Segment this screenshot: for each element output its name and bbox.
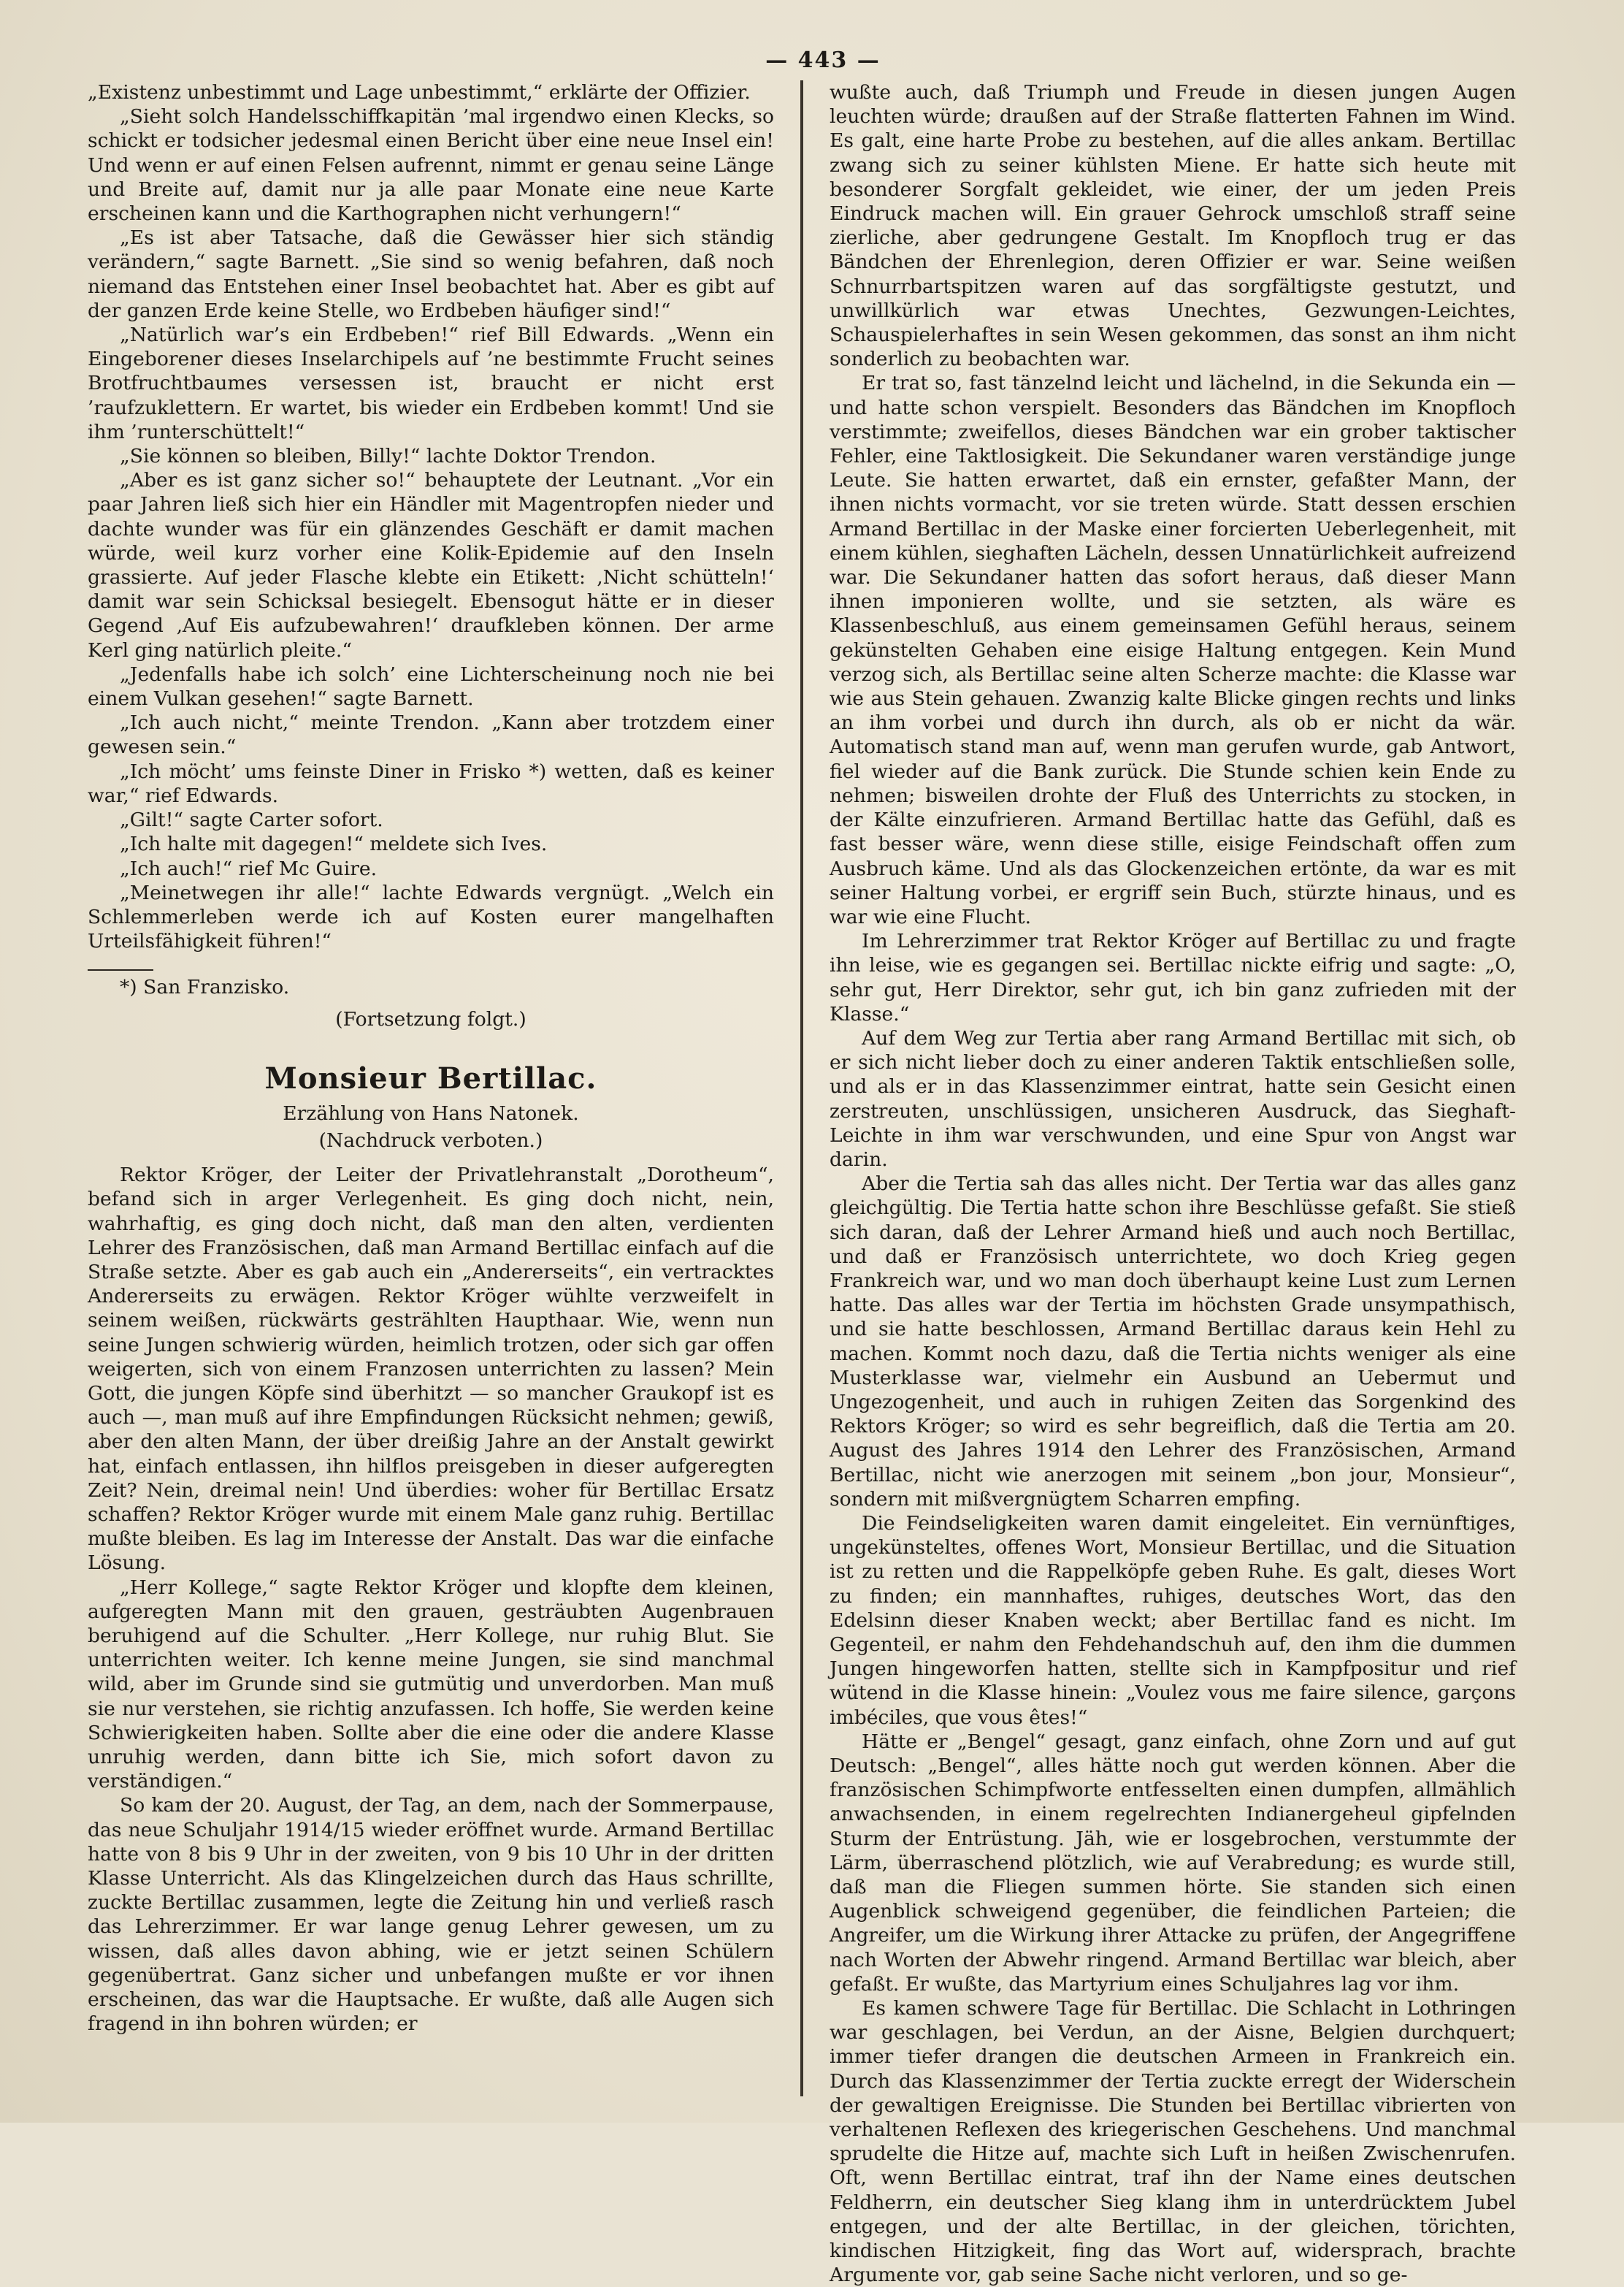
- right-paragraph: Er trat so, fast tänzelnd leicht und lächelnd, in die Sekunda ein — und hatte schon verspielt. Besonders das Bändchen im Knopfloch verstimmte; zweifellos, dieses Bändchen war ein grober taktischer Fehler, eine Taktlosigkeit. Die Sekundaner waren verständige junge Leute. Sie hatten erwartet, daß ein ernster, gefaßter Mann, der ihnen nichts vormacht, vor sie treten würde. Statt dessen erschien Armand Bertillac in der Maske einer forcierten Ueberlegenheit, mit einem kühlen, sieghaften Lächeln, dessen Unnatürlichkeit aufreizend war. Die Sekundaner hatten das sofort heraus, daß dieser Mann ihnen imponieren wollte, und sie setzten, als wäre es Klassenbeschluß, aus einem gemeinsamen Gefühl heraus, seinem gekünstelten Gehaben eine eisige Haltung entgegen. Kein Mund verzog sich, als Bertillac seine alten Scherze machte: die Klasse war wie aus Stein gehauen. Zwanzig kalte Blicke gingen rechts und links an ihm vorbei und durch ihn durch, als ob er nicht da wär. Automatisch stand man auf, wenn man gerufen wurde, gab Antwort, fiel wieder auf die Bank zurück. Die Stunde schien kein Ende zu nehmen; bisweilen drohte der Fluß des Unterrichts zu stocken, in der Kälte einzufrieren. Armand Bertillac hatte das Gefühl, daß es fast besser wäre, wenn diese stille, eisige Feindschaft offen zum Ausbruch käme. Und als das Glockenzeichen ertönte, da war es mit seiner Haltung vorbei, er ergriff sein Buch, stürzte hinaus, und es war wie eine Flucht.: [830, 372, 1516, 928]
- story-paragraph: „Herr Kollege,“ sagte Rektor Kröger und klopfte dem kleinen, aufgeregten Mann mit den grauen, gesträubten Augenbrauen beruhigend auf die Schulter. „Herr Kollege, nur ruhig Blut. Sie unterrichten weiter. Ich kenne meine Jungen, sie sind manchmal wild, aber im Grunde sind sie gutmütig und unverdorben. Man muß sie nur verstehen, sie richtig anzufassen. Ich hoffe, Sie werden keine Schwierigkeiten haben. Sollte aber die eine oder die andere Klasse unruhig werden, dann bitte ich Sie, mich sofort davon zu verständigen.“: [88, 1576, 774, 1793]
- right-paragraph: Hätte er „Bengel“ gesagt, ganz einfach, ohne Zorn und auf gut Deutsch: „Bengel“, alles hätte noch gut werden können. Aber die französischen Schimpfworte entfesselten einen dumpfen, allmählich anwachsenden, in einem regelrechten Indianergeheul gipfelnden Sturm der Entrüstung. Jäh, wie er losgebrochen, verstummte der Lärm, überraschend plötzlich, wie auf Verabredung; es wurde still, daß man die Fliegen summen hörte. Sie standen sich einen Augenblick schweigend gegenüber, die feindlichen Parteien; die Angreifer, um die Wirkung ihrer Attacke zu prüfen, der Angegriffene nach Worten der Abwehr ringend. Armand Bertillac war bleich, aber gefaßt. Er wußte, das Martyrium eines Schuljahres lag vor ihm.: [830, 1730, 1516, 1996]
- left-paragraph: „Jedenfalls habe ich solch’ eine Lichterscheinung noch nie bei einem Vulkan gesehen!“ sagte Barnett.: [88, 663, 774, 711]
- footnote-divider: [88, 969, 153, 971]
- continued-notice: (Fortsetzung folgt.): [335, 1007, 526, 1031]
- left-paragraph: „Ich auch!“ rief Mc Guire.: [120, 857, 378, 880]
- story-paragraph: Rektor Kröger, der Leiter der Privatlehranstalt „Dorotheum“, befand sich in arger Verlegenheit. Es ging doch nicht, nein, wahrhaftig, es ging doch nicht, daß man den alten, verdienten Lehrer des Französischen, daß man Armand Bertillac einfach auf die Straße setzte. Aber es gab auch ein „Andererseits“, ein vertracktes Andererseits zu erwägen. Rektor Kröger wühlte verzweifelt in seinem weißen, rückwärts gestrählten Haupthaar. Wie, wenn nun seine Jungen schwierig würden, heimlich trotzen, oder sich gar offen weigerten, sich von einem Franzosen unterrichten zu lassen? Mein Gott, die jungen Köpfe sind überhitzt — so mancher Graukopf ist es auch —, man muß auf ihre Empfindungen Rücksicht nehmen; gewiß, aber den alten Mann, der über dreißig Jahre an der Anstalt gewirkt hat, einfach entlassen, ihn hilflos preisgeben in dieser aufgeregten Zeit? Nein, dreimal nein! Und überdies: woher für Bertillac Ersatz schaffen? Rektor Kröger wurde mit einem Male ganz ruhig. Bertillac mußte bleiben. Es lag im Interesse der Anstalt. Das war die einfache Lösung.: [88, 1164, 774, 1575]
- left-paragraph: „Ich möcht’ ums feinste Diner in Frisko *) wetten, daß es keiner war,“ rief Edwards.: [88, 760, 774, 807]
- right-column: [808, 80, 1516, 2287]
- left-paragraph: „Ich auch nicht,“ meinte Trendon. „Kann aber trotzdem einer gewesen sein.“: [88, 711, 774, 759]
- right-paragraph: Es kamen schwere Tage für Bertillac. Die Schlacht in Lothringen war geschlagen, bei Verdun, an der Aisne, Belgien durchquert; immer tiefer drangen die deutschen Armeen in Frankreich ein. Durch das Klassenzimmer der Tertia zuckte erregt der Widerschein der gewaltigen Ereignisse. Die Stunden bei Bertillac vibrierten von verhaltenen Reflexen des kriegerischen Geschehens. Und manchmal sprudelte die Hitze auf, machte sich Luft in heißen Zwischenrufen. Oft, wenn Bertillac eintrat, traf ihn der Name eines deutschen Feldherrn, ein deutscher Sieg klang ihm in unterdrücktem Jubel entgegen, und der alte Bertillac, in der gleichen, törichten, kindischen Hitzigkeit, fing das Wort auf, widersprach, brachte Argumente vor, gab seine Sache nicht verloren, und so ge-: [830, 1997, 1516, 2287]
- right-paragraph: Aber die Tertia sah das alles nicht. Der Tertia war das alles ganz gleichgültig. Die Tertia hatte schon ihre Beschlüsse gefaßt. Sie stieß sich daran, daß der Lehrer Armand hieß und auch noch Bertillac, und daß er Französisch unterrichtete, wo doch Krieg gegen Frankreich war, und wo man doch überhaupt keine Lust zum Lernen hatte. Das alles war der Tertia im höchsten Grade unsympathisch, und sie hatte beschlossen, Armand Bertillac daraus kein Hehl zu machen. Kommt noch dazu, daß die Tertia nichts weniger als eine Musterklasse war, vielmehr ein Ausbund an Uebermut und Ungezogenheit, und auch in ruhigen Zeiten das Sorgenkind des Rektors Kröger; so wird es sehr begreiflich, daß die Tertia am 20. August des Jahres 1914 den Lehrer des Französischen, Armand Bertillac, nicht wie anerzogen mit seinem „bon jour, Monsieur“, sondern mit mißvergnügtem Scharren empfing.: [830, 1172, 1516, 1511]
- column-divider: [800, 80, 803, 2096]
- footnote: *) San Franzisko.: [120, 976, 290, 999]
- right-paragraph: Die Feindseligkeiten waren damit eingeleitet. Ein vernünftiges, ungekünsteltes, offenes Wort, Monsieur Bertillac, und die Situation ist zu retten und die Rappelköpfe geben Ruhe. Es galt, dieses Wort zu finden; ein mannhaftes, ruhiges, deutsches Wort, das den Edelsinn dieser Knaben weckt; aber Bertillac fand es nicht. Im Gegenteil, er nahm den Fehdehandschuh auf, den ihm die dummen Jungen hingeworfen hatten, stellte sich in Kampfpositur und rief wütend in die Klasse hinein: „Voulez vous me faire silence, garçons imbéciles, que vous êtes!“: [830, 1511, 1516, 1729]
- story-title: Monsieur Bertillac.: [264, 1061, 597, 1096]
- left-paragraph: „Gilt!“ sagte Carter sofort.: [120, 809, 383, 832]
- right-paragraph: Im Lehrerzimmer trat Rektor Kröger auf Bertillac zu und fragte ihn leise, wie es gegangen sei. Bertillac nickte eifrig und sagte: „O, sehr gut, Herr Direktor, sehr gut, ich bin ganz zufrieden mit der Klasse.“: [830, 930, 1516, 1026]
- column-container: [88, 80, 1558, 2287]
- left-paragraph: „Es ist aber Tatsache, daß die Gewässer hier sich ständig verändern,“ sagte Barnett. „Sie sind so wenig befahren, daß noch niemand das Entstehen einer Insel beobachtet hat. Aber es gibt auf der ganzen Erde keine Stelle, wo Erdbeben häufiger sind!“: [88, 226, 774, 322]
- page-number: — 443 —: [765, 47, 881, 73]
- left-paragraph: „Sie können so bleiben, Billy!“ lachte Doktor Trendon.: [120, 445, 656, 468]
- left-paragraph: „Natürlich war’s ein Erdbeben!“ rief Bill Edwards. „Wenn ein Eingeborener dieses Inselarchipels auf ’ne bestimmte Frucht seines Brotfruchtbaumes versessen ist, braucht er nicht erst ’raufzuklettern. Er wartet, bis wieder ein Erdbeben kommt! Und sie ihm ’runterschüttelt!“: [88, 324, 774, 443]
- story-paragraph: So kam der 20. August, der Tag, an dem, nach der Sommerpause, das neue Schuljahr 1914/15 wieder eröffnet wurde. Armand Bertillac hatte von 8 bis 9 Uhr in der zweiten, von 9 bis 10 Uhr in der dritten Klasse Unterricht. Als das Klingelzeichen durch das Haus schrillte, zuckte Bertillac zusammen, legte die Zeitung hin und verließ rasch das Lehrerzimmer. Er war lange genug Lehrer gewesen, um zu wissen, daß alles davon abhing, wie er jetzt seinen Schülern gegenübertrat. Ganz sicher und unbefangen mußte er vor ihnen erscheinen, das war die Hauptsache. Er wußte, daß alle Augen sich fragend in ihn bohren würden; er: [88, 1794, 774, 2036]
- left-paragraph: „Meinetwegen ihr alle!“ lachte Edwards vergnügt. „Welch ein Schlemmerleben werde ich auf Kosten eurer mangelhaften Urteilsfähigkeit führen!“: [88, 881, 774, 953]
- left-column: [88, 80, 796, 2104]
- right-paragraph: Auf dem Weg zur Tertia aber rang Armand Bertillac mit sich, ob er sich nicht lieber doch zu einer anderen Taktik entschließen solle, und als er in das Klassenzimmer eintrat, hatte sein Gesicht einen zerstreuten, unschlüssigen, unsicheren Ausdruck, das Sieghaft-Leichte in ihm war verschwunden, und eine Spur von Angst war darin.: [830, 1026, 1516, 1171]
- left-paragraph: „Existenz unbestimmt und Lage unbestimmt,“ erklärte der Offizier.: [88, 81, 751, 104]
- left-paragraph: „Sieht solch Handelsschiffkapitän ’mal irgendwo einen Klecks, so schickt er todsicher jedesmal einen Bericht über eine neue Insel ein! Und wenn er auf einen Felsen aufrennt, nimmt er genau seine Länge und Breite auf, damit nur ja alle paar Monate eine neue Karte erscheinen kann und die Karthographen nicht verhungern!“: [88, 105, 774, 226]
- story-byline: Erzählung von Hans Natonek.: [283, 1101, 579, 1125]
- left-paragraph: „Ich halte mit dagegen!“ meldete sich Ives.: [120, 833, 548, 856]
- right-paragraph: wußte auch, daß Triumph und Freude in diesen jungen Augen leuchten würde; draußen auf der Straße flatterten Fahnen im Wind. Es galt, eine harte Probe zu bestehen, auf die alles ankam. Bertillac zwang sich zu seiner kühlsten Miene. Er hatte sich heute mit besonderer Sorgfalt gekleidet, wie einer, der um jeden Preis Eindruck machen will. Ein grauer Gehrock umschloß straff seine zierliche, aber gedrungene Gestalt. Im Knopfloch trug er das Bändchen der Ehrenlegion, deren Offizier er war. Seine weißen Schnurrbartspitzen waren auf das sorgfältigste gestutzt, und unwillkürlich war etwas Unechtes, Gezwungen-Leichtes, Schauspielerhaftes in sein Wesen gekommen, das sonst an ihm nicht sonderlich zu beobachten war.: [830, 81, 1516, 371]
- reprint-note: (Nachdruck verboten.): [318, 1129, 543, 1152]
- left-paragraph: „Aber es ist ganz sicher so!“ behauptete der Leutnant. „Vor ein paar Jahren ließ sich hier ein Händler mit Magentropfen nieder und dachte wunder was für ein glänzendes Geschäft er damit machen würde, weil kurz vorher eine Kolik-Epidemie auf den Inseln grassierte. Auf jeder Flasche klebte ein Etikett: ‚Nicht schütteln!‘ damit war sein Schicksal besiegelt. Ebensogut hätte er in dieser Gegend ‚Auf Eis aufzubewahren!‘ draufkleben können. Der arme Kerl ging natürlich pleite.“: [88, 469, 774, 662]
